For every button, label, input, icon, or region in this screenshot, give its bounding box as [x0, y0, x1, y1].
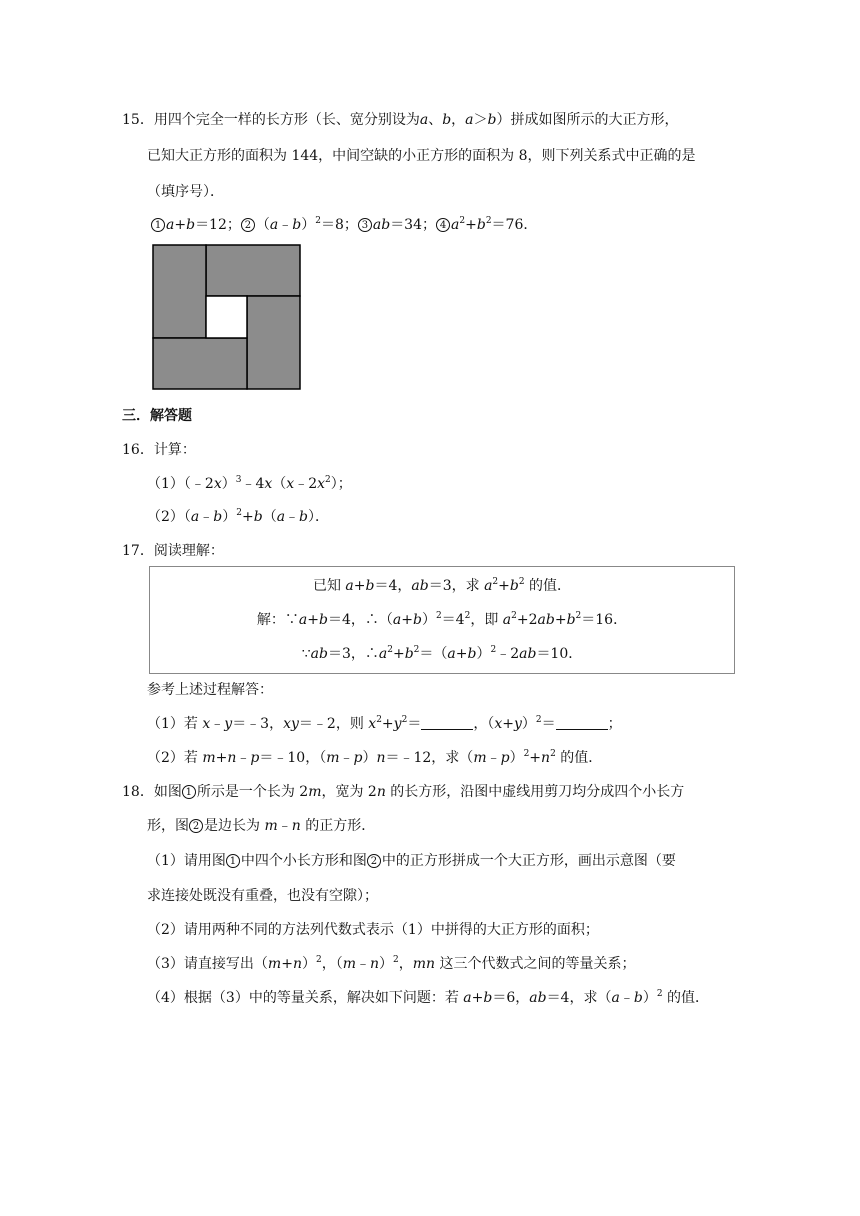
q15-line2: 已知大正方形的面积为 144，中间空缺的小正方形的面积为 8，则下列关系式中正确的是 [147, 148, 696, 164]
q15-line1: 15．用四个完全一样的长方形（长、宽分别设为a、b，a＞b）拼成如图所示的大正方形， [122, 112, 679, 128]
q18-line1: 18．如图 1 所示是一个长为 2m，宽为 2n 的长方形，沿图中虚线用剪刀均分成四个小长方 [122, 784, 685, 800]
q18-part1b: 求连接处既没有重叠，也没有空隙）； [147, 888, 378, 904]
q18-part4: （4）根据（3）中的等量关系，解决如下问题：若 a+b＝6，ab＝4，求（a﹣b）$^2$ 的值． [147, 989, 709, 1006]
q15-line3: （填序号）． [147, 184, 224, 200]
option-2: 2 （a﹣b）$^2$＝8； [241, 217, 358, 233]
q18-line2: 形，图 2 是边长为 m﹣n 的正方形． [147, 818, 376, 834]
figure-rect-right [247, 296, 300, 389]
q16-part1: $(1)(﹣2x)^3﹣4x(x﹣2x^2)$； [147, 475, 352, 492]
q17-reference: 参考上述过程解答： [147, 682, 273, 698]
q16-title: 16．计算： [122, 442, 196, 458]
answer-blank-2[interactable] [556, 715, 608, 730]
figure-rect-bottom [153, 338, 247, 389]
example-line1: 已知 a+b＝4，ab＝3，求 $a^2+b^2$ 的值． [312, 577, 572, 594]
example-line2: 解：∵a+b＝4，$\therefore(a+b)^2=4^2$，即 $a^2+2ab+b^2=16$． [256, 611, 628, 628]
example-line3: ∵ab＝3，$\therefore a^2+b^2=(a+b)^2﹣2ab=10$． [301, 645, 583, 662]
q15-options [151, 215, 537, 235]
q16-part2: （2）（a﹣b）$^2$+b（a﹣b）． [147, 508, 330, 525]
figure-rect-top [206, 245, 300, 296]
example-box [149, 566, 735, 674]
figure-rect-left [153, 245, 206, 338]
q17-title: 17．阅读理解： [122, 543, 224, 559]
option-3: 3 ab＝34； [358, 217, 436, 233]
q18-part2: （2）请用两种不同的方法列代数式表示（1）中拼得的大正方形的面积； [147, 922, 599, 938]
option-1: 1 a+b＝12； [151, 217, 241, 233]
q18-part1a: （1）请用图 1 中四个小长方形和图 2 中的正方形拼成一个大正方形，画出示意图（要 [147, 853, 676, 869]
pinwheel-square-figure [152, 244, 302, 391]
option-4: 4 $a^2+b^2=76$． [436, 217, 537, 233]
section-heading: 三．解答题 [122, 408, 192, 424]
q17-part2: （2）若 m+n﹣p＝﹣10，（m﹣p）n＝﹣12，求$(m﹣p)^2+n^2$ 的值． [147, 749, 603, 766]
figure-center-square [206, 296, 247, 338]
q17-part1: （1）若 x﹣y＝﹣3，xy＝﹣2，则 $x^2+y^2=$ ，$(x+y)^2=$ ； [147, 715, 622, 732]
answer-blank-1[interactable] [421, 715, 473, 730]
q18-part3: （3）请直接写出$(m+n)^2$，（m﹣n）$^2$，mn 这三个代数式之间的等量关系； [147, 955, 636, 972]
